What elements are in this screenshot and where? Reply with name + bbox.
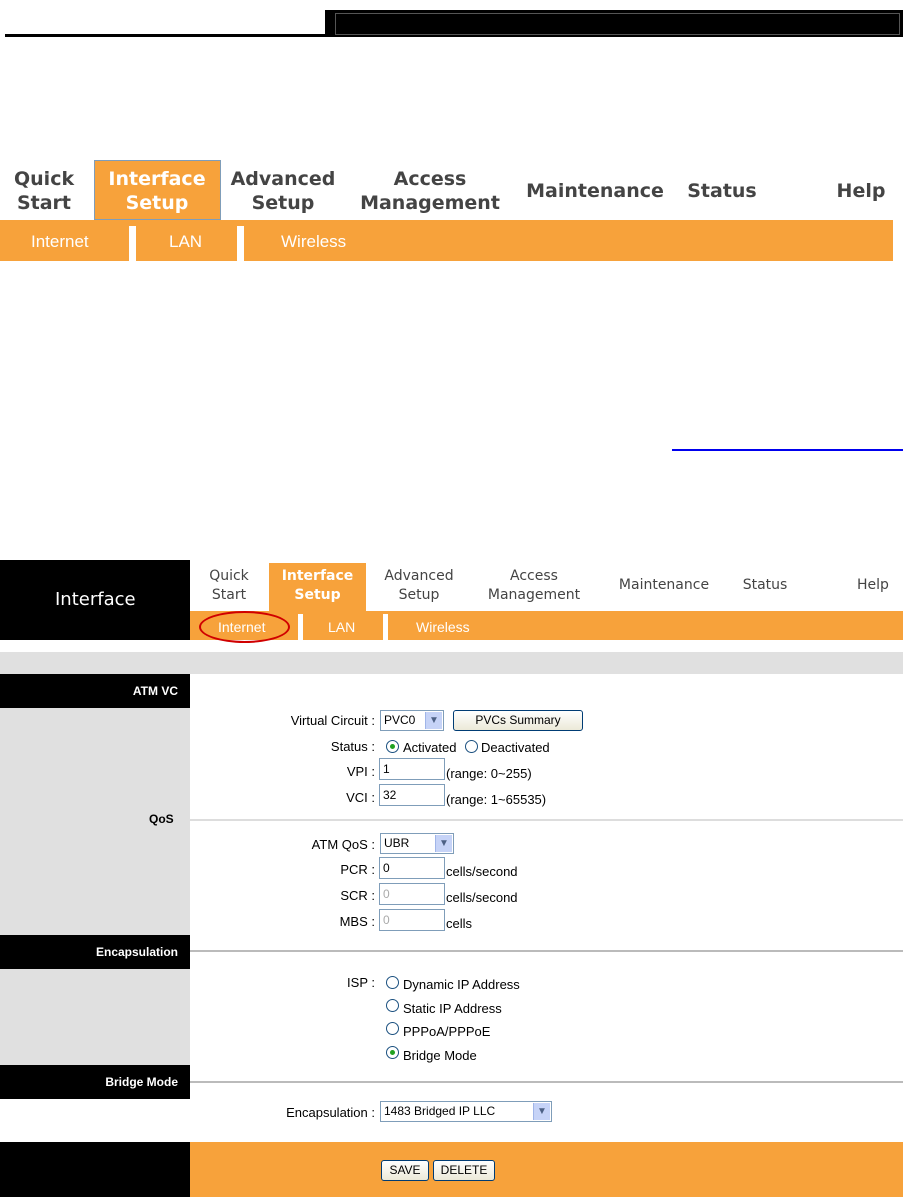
atm-qos-value: UBR bbox=[384, 836, 410, 850]
scr-input[interactable]: 0 bbox=[379, 883, 445, 905]
atm-qos-label: ATM QoS : bbox=[311, 837, 375, 852]
save-button[interactable]: SAVE bbox=[381, 1160, 429, 1181]
status-deactivated-radio[interactable] bbox=[465, 740, 478, 753]
virtual-circuit-value: PVC0 bbox=[384, 713, 416, 727]
section-label: ATM VC bbox=[132, 684, 178, 698]
status-deactivated-label: Deactivated bbox=[481, 740, 550, 755]
isp-static-label: Static IP Address bbox=[403, 1001, 502, 1016]
mbs-unit: cells bbox=[446, 916, 473, 931]
submenu-separator bbox=[298, 614, 303, 640]
footer-left-block bbox=[0, 1142, 190, 1197]
isp-bridge-radio[interactable] bbox=[386, 1046, 399, 1059]
divider bbox=[190, 950, 903, 952]
isp-pppoa-radio[interactable] bbox=[386, 1022, 399, 1035]
section-label-qos: QoS bbox=[149, 812, 174, 826]
submenu-lan[interactable]: LAN bbox=[169, 232, 203, 251]
section-label: Bridge Mode bbox=[105, 1075, 178, 1089]
encapsulation-label: Encapsulation : bbox=[286, 1105, 375, 1120]
section-sidebar bbox=[0, 674, 190, 1086]
page-header-bar-frame bbox=[335, 13, 900, 35]
virtual-circuit-select[interactable] bbox=[380, 710, 444, 731]
nav-item-access-management[interactable]: Access Management bbox=[360, 168, 500, 214]
isp-dynamic-radio[interactable] bbox=[386, 976, 399, 989]
divider bbox=[190, 819, 903, 821]
section-label: Encapsulation bbox=[95, 945, 178, 959]
nav-item-interface-setup[interactable]: Interface Setup bbox=[281, 568, 354, 603]
hyperlink-underline[interactable] bbox=[672, 449, 903, 451]
nav-item-status[interactable]: Status bbox=[687, 180, 757, 202]
nav-item-maintenance[interactable]: Maintenance bbox=[618, 577, 710, 593]
pvcs-summary-button[interactable]: PVCs Summary bbox=[453, 710, 583, 731]
submenu-separator bbox=[129, 226, 136, 261]
submenu-bar bbox=[190, 611, 903, 640]
encapsulation-value: 1483 Bridged IP LLC bbox=[384, 1104, 496, 1118]
vpi-input[interactable]: 1 bbox=[379, 758, 445, 780]
divider bbox=[190, 1081, 903, 1083]
side-title: Interface bbox=[55, 589, 136, 610]
isp-label: ISP : bbox=[347, 975, 375, 990]
pcr-label: PCR : bbox=[340, 862, 375, 877]
status-activated-label: Activated bbox=[403, 740, 457, 755]
chevron-down-icon: ▼ bbox=[435, 835, 452, 852]
nav-item-advanced-setup[interactable]: Advanced Setup bbox=[230, 168, 336, 214]
mbs-label: MBS : bbox=[339, 914, 375, 929]
nav-item-maintenance[interactable]: Maintenance bbox=[526, 180, 664, 202]
content-top-strip bbox=[0, 652, 903, 674]
page-header-rule bbox=[5, 34, 325, 37]
vci-input[interactable]: 32 bbox=[379, 784, 445, 806]
nav-item-status[interactable]: Status bbox=[742, 577, 788, 593]
nav-item-quick-start[interactable]: Quick Start bbox=[14, 168, 75, 214]
section-header-atm-vc bbox=[0, 674, 190, 708]
nav-item-help[interactable]: Help bbox=[857, 577, 889, 593]
submenu-wireless[interactable]: Wireless bbox=[416, 619, 470, 635]
nav-item-interface-setup[interactable]: Interface Setup bbox=[108, 168, 206, 214]
mbs-input[interactable]: 0 bbox=[379, 909, 445, 931]
nav-item-advanced-setup[interactable]: Advanced Setup bbox=[384, 568, 454, 603]
chevron-down-icon: ▼ bbox=[533, 1103, 550, 1120]
nav-item-access-management[interactable]: Access Management bbox=[487, 568, 581, 603]
highlight-circle bbox=[199, 611, 290, 643]
submenu-lan[interactable]: LAN bbox=[328, 619, 356, 635]
status-activated-radio[interactable] bbox=[386, 740, 399, 753]
pcr-input[interactable]: 0 bbox=[379, 857, 445, 879]
encapsulation-select[interactable] bbox=[380, 1101, 552, 1122]
section-header-bridge-mode bbox=[0, 1065, 190, 1099]
isp-static-radio[interactable] bbox=[386, 999, 399, 1012]
nav-item-quick-start[interactable]: Quick Start bbox=[209, 568, 249, 603]
isp-pppoa-label: PPPoA/PPPoE bbox=[403, 1024, 491, 1039]
vci-label: VCI : bbox=[346, 790, 375, 805]
submenu-separator bbox=[237, 226, 244, 261]
virtual-circuit-label: Virtual Circuit : bbox=[290, 713, 375, 728]
pcr-unit: cells/second bbox=[446, 864, 518, 879]
isp-bridge-label: Bridge Mode bbox=[403, 1048, 477, 1063]
submenu-internet[interactable]: Internet bbox=[218, 619, 266, 635]
isp-dynamic-label: Dynamic IP Address bbox=[403, 977, 520, 992]
submenu-internet[interactable]: Internet bbox=[31, 232, 89, 251]
section-header-encapsulation bbox=[0, 935, 190, 969]
submenu-wireless[interactable]: Wireless bbox=[281, 232, 347, 251]
delete-button[interactable]: DELETE bbox=[433, 1160, 495, 1181]
atm-qos-select[interactable] bbox=[380, 833, 454, 854]
footer-action-bar bbox=[190, 1142, 903, 1197]
vci-range: (range: 1~65535) bbox=[446, 792, 547, 807]
vpi-label: VPI : bbox=[346, 764, 375, 779]
status-label: Status : bbox=[330, 739, 375, 754]
vpi-range: (range: 0~255) bbox=[446, 766, 532, 781]
scr-label: SCR : bbox=[340, 888, 375, 903]
scr-unit: cells/second bbox=[446, 890, 518, 905]
side-title-block bbox=[0, 560, 190, 640]
submenu-separator bbox=[383, 614, 388, 640]
nav-item-help[interactable]: Help bbox=[836, 180, 886, 202]
chevron-down-icon: ▼ bbox=[425, 712, 442, 729]
